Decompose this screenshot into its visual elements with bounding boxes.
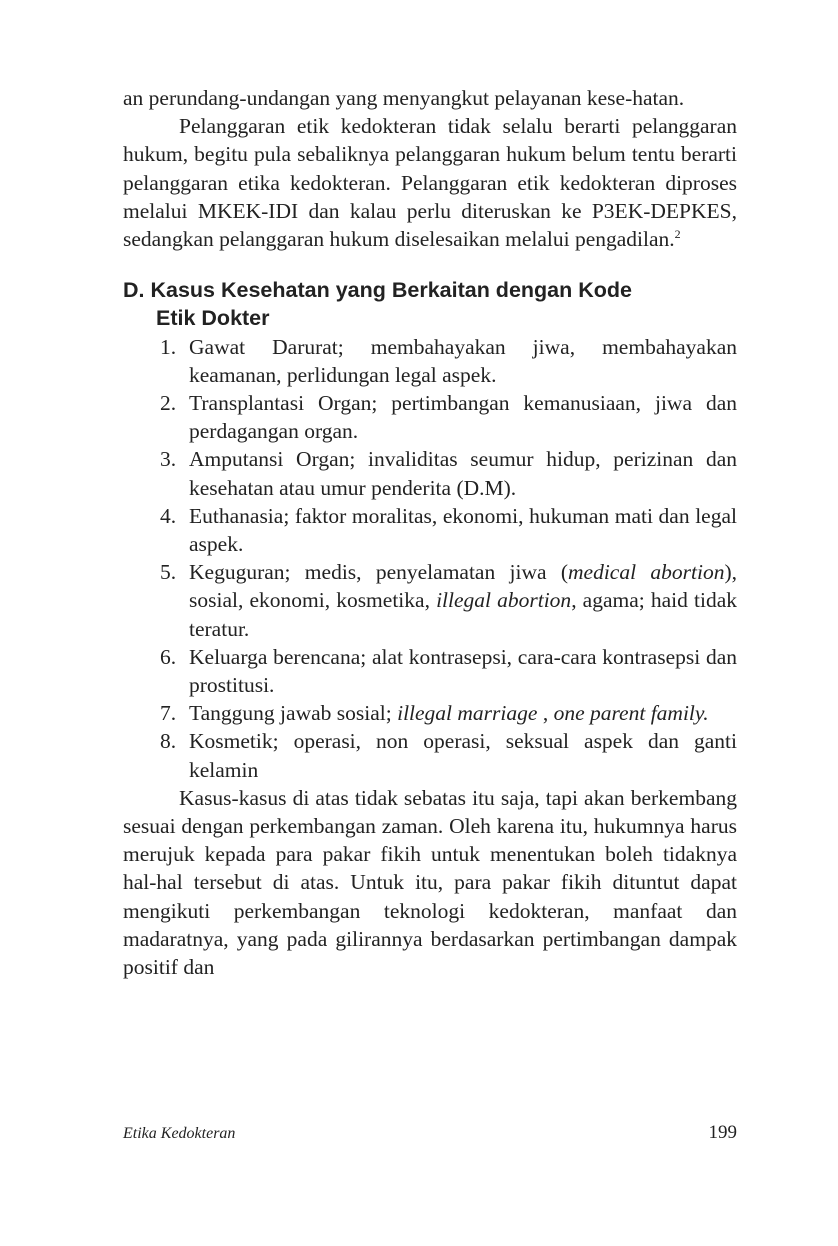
section-heading [123,276,737,332]
list-text: Euthanasia; faktor moralitas, ekonomi, hukuman mati dan legal aspek. [189,503,737,557]
list-text: Kosmetik; operasi, non operasi, seksual aspek dan ganti kelamin [189,729,737,782]
section-heading-line1: D. Kasus Kesehatan yang Berkaitan dengan Kode [123,278,632,303]
list-text: Amputansi Organ; invaliditas seumur hidup, perizinan dan kesehatan atau umur penderita (D.M). [189,447,737,500]
paragraph-text: Pelanggaran etik kedokteran tidak selalu berarti pelanggaran hukum, begitu pula sebaliknya pelanggaran hukum belum tentu berarti pelanggaran etika kedokteran. Pelanggaran etik kedokteran diproses melalui MKEK-IDI dan kalau perlu diteruskan ke P3EK-DEPKES, sedangkan pelanggaran hukum diselesaikan melalui pengadilan. [123,114,737,252]
paragraph-continuation: an perundang-undangan yang menyangkut pelayanan kese-hatan. [123,86,685,110]
list-number: 4. [160,503,177,528]
list-number: 8. [160,729,177,754]
paragraph-closing: Kasus-kasus di atas tidak sebatas itu saja, tapi akan berkembang sesuai dengan perkembangan zaman. Oleh karena itu, hukumnya harus merujuk kepada para pakar fikih untuk menentukan boleh tidaknya hal-hal tersebut di atas. Untuk itu, para pakar fikih dituntut dapat mengikuti perkembangan teknologi kedokteran, manfaat dan madaratnya, yang pada gilirannya berdasarkan pertimbangan dampak positif dan [123,785,737,980]
case-list [123,333,737,784]
list-item [123,643,737,699]
list-number: 7. [160,701,177,726]
list-number: 3. [160,447,177,472]
list-item [123,445,737,501]
list-text: Gawat Darurat; membahayakan jiwa, membahayakan keamanan, perlidungan legal aspek. [189,334,737,387]
list-text-part: , agama; haid tidak teratur. [189,588,737,641]
list-item [123,727,737,783]
list-text-italic: illegal abortion [436,588,572,613]
list-text-italic: illegal marriage [397,701,538,726]
paragraph-ethics-violation [123,112,737,253]
list-number: 1. [160,334,177,359]
running-footer-title: Etika Kedokteran [123,1125,236,1142]
list-text: Transplantasi Organ; pertimbangan kemanusiaan, jiwa dan perdagangan organ. [189,391,737,444]
list-text-part: , [537,701,554,726]
list-number: 6. [160,644,177,669]
footnote-ref: 2 [674,226,681,241]
list-item [123,502,737,558]
list-text-italic: medical abortion [568,560,725,585]
page-number: 199 [708,1122,737,1143]
list-text-part: Tanggung jawab sosial; [189,701,398,726]
list-text-part: ), sosial, ekonomi, kosmetika, [189,560,737,613]
list-item [123,558,737,643]
list-text [189,699,737,727]
list-text [189,558,737,643]
list-item [123,389,737,445]
page-footer [123,1122,737,1144]
list-text: Keluarga berencana; alat kontrasepsi, cara-cara kontrasepsi dan prostitusi. [189,644,737,698]
list-text-part: Keguguran; medis, penyelamatan jiwa ( [189,560,569,585]
list-item [123,333,737,389]
list-text-italic: one parent family. [553,701,709,726]
section-heading-line2: Etik Dokter [156,306,270,331]
list-item [123,699,737,727]
list-number: 2. [160,391,177,416]
list-number: 5. [160,560,177,585]
page-body [123,84,737,981]
